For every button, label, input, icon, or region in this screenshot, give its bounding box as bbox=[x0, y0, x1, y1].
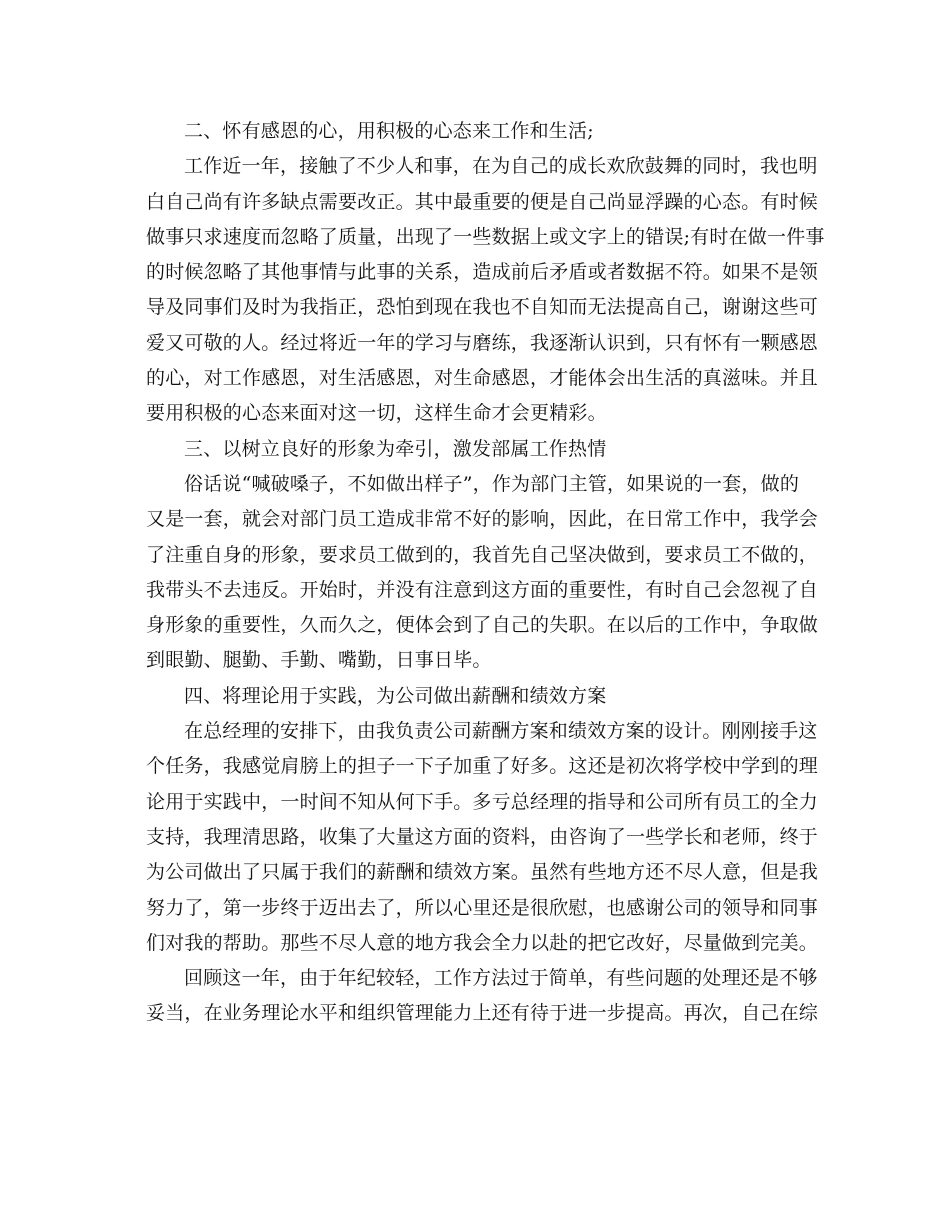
paragraph-line: 工作近一年，接触了不少人和事，在为自己的成长欢欣鼓舞的同时，我也明 bbox=[184, 155, 818, 178]
paragraph-line: 个任务，我感觉肩膀上的担子一下子加重了好多。这还是初次将学校中学到的理 bbox=[146, 755, 819, 778]
paragraph-line: 支持，我理清思路，收集了大量这方面的资料，由咨询了一些学长和老师，终于 bbox=[146, 825, 819, 848]
document-page bbox=[146, 114, 825, 1032]
paragraph-line: 又是一套，就会对部门员工造成非常不好的影响，因此，在日常工作中，我学会 bbox=[146, 508, 819, 531]
paragraph-line: 白自己尚有许多缺点需要改正。其中最重要的便是自己尚显浮躁的心态。有时候 bbox=[146, 190, 819, 213]
paragraph-line: 妥当，在业务理论水平和组织管理能力上还有待于进一步提高。再次，自己在综 bbox=[146, 1002, 819, 1025]
paragraph-line: 为公司做出了只属于我们的薪酬和绩效方案。虽然有些地方还不尽人意，但是我 bbox=[146, 861, 819, 884]
paragraph-line: 们对我的帮助。那些不尽人意的地方我会全力以赴的把它改好，尽量做到完美。 bbox=[146, 931, 819, 954]
paragraph-line: 的心，对工作感恩，对生活感恩，对生命感恩，才能体会出生活的真滋味。并且 bbox=[146, 367, 819, 390]
paragraph-line: 爱又可敬的人。经过将近一年的学习与磨练，我逐渐认识到，只有怀有一颗感恩 bbox=[146, 331, 819, 354]
paragraph-line: 我带头不去违反。开始时，并没有注意到这方面的重要性，有时自己会忽视了自 bbox=[146, 578, 819, 601]
paragraph-line: 回顾这一年，由于年纪较轻，工作方法过于简单，有些问题的处理还是不够 bbox=[184, 967, 818, 990]
paragraph-line: 做事只求速度而忽略了质量，出现了一些数据上或文字上的错误;有时在做一件事 bbox=[146, 225, 825, 248]
paragraph-line: 导及同事们及时为我指正，恐怕到现在我也不自知而无法提高自己，谢谢这些可 bbox=[146, 296, 819, 319]
paragraph-line: 了注重自身的形象，要求员工做到的，我首先自己坚决做到，要求员工不做的， bbox=[146, 543, 819, 566]
paragraph-line: 俗话说“喊破嗓子，不如做出样子”，作为部门主管，如果说的一套，做的 bbox=[184, 472, 800, 495]
section-heading-2: 二、怀有感恩的心，用积极的心态来工作和生活; bbox=[184, 120, 594, 142]
paragraph-line: 到眼勤、腿勤、手勤、嘴勤，日事日毕。 bbox=[146, 649, 492, 672]
section-heading-4: 四、将理论用于实践，为公司做出薪酬和绩效方案 bbox=[184, 684, 607, 707]
paragraph-line: 论用于实践中，一时间不知从何下手。多亏总经理的指导和公司所有员工的全力 bbox=[146, 790, 819, 813]
paragraph-line: 身形象的重要性，久而久之，便体会到了自己的失职。在以后的工作中，争取做 bbox=[146, 614, 819, 637]
paragraph-line: 在总经理的安排下，由我负责公司薪酬方案和绩效方案的设计。刚刚接手这 bbox=[184, 720, 818, 743]
section-heading-3: 三、以树立良好的形象为牵引，激发部属工作热情 bbox=[184, 437, 607, 460]
paragraph-line: 的时候忽略了其他事情与此事的关系，造成前后矛盾或者数据不符。如果不是领 bbox=[146, 261, 819, 284]
paragraph-line: 要用积极的心态来面对这一切，这样生命才会更精彩。 bbox=[146, 402, 607, 425]
paragraph-line: 努力了，第一步终于迈出去了，所以心里还是很欣慰，也感谢公司的领导和同事 bbox=[146, 896, 819, 919]
